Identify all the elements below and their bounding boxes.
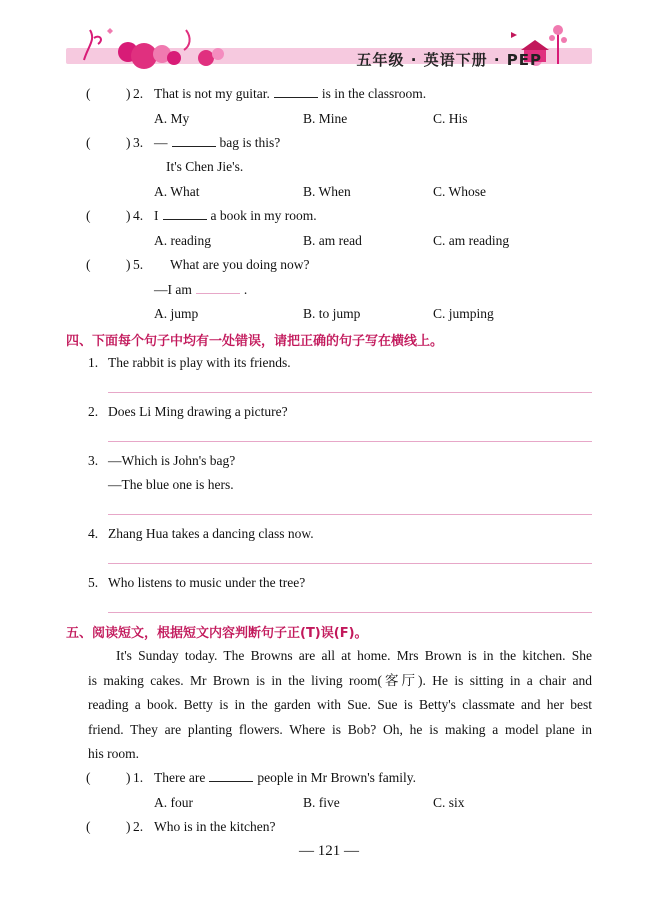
item-number: 3. xyxy=(88,453,99,468)
item-text: Who listens to music under the tree? xyxy=(108,575,306,590)
question-text xyxy=(154,769,416,787)
question-text: Who is in the kitchen? xyxy=(154,819,276,834)
reading-passage xyxy=(88,644,592,767)
item-number: 1. xyxy=(88,355,99,370)
answer-blank[interactable] xyxy=(172,134,216,147)
answer-paren-close: ) xyxy=(126,135,131,150)
answer-paren-open: ( xyxy=(86,208,91,223)
question-text xyxy=(154,207,317,225)
option-c: C. Whose xyxy=(433,184,486,199)
question-number: 2. xyxy=(133,819,144,834)
question-text-part1: That is not my guitar. xyxy=(154,86,270,101)
question-text-part1: I xyxy=(154,208,159,223)
reply-prefix: —I am xyxy=(154,282,192,297)
item-number: 5. xyxy=(88,575,99,590)
passage-line: reading a book. Betty is in the garden with Sue. Sue is Betty's classmate and her best xyxy=(88,697,592,712)
section5-heading: 五、阅读短文，根据短文内容判断句子正(T)误(F)。 xyxy=(66,626,368,641)
item-text: The rabbit is play with its friends. xyxy=(108,355,291,370)
question-text-part1: There are xyxy=(154,770,206,785)
option-b: B. five xyxy=(303,795,340,810)
passage-line: his room. xyxy=(88,746,140,761)
passage-line: is making cakes. Mr Brown is in the living room(客厅). He is sitting in a chair and xyxy=(88,672,592,688)
answer-line[interactable] xyxy=(108,441,592,442)
answer-blank[interactable] xyxy=(274,85,318,98)
option-c: C. six xyxy=(433,795,465,810)
question-text-part1: — xyxy=(154,135,168,150)
answer-line[interactable] xyxy=(108,563,592,564)
question-number: 3. xyxy=(133,135,144,150)
option-b: B. to jump xyxy=(303,306,361,321)
answer-line[interactable] xyxy=(108,612,592,613)
answer-paren-open: ( xyxy=(86,135,91,150)
passage-line: It's Sunday today. The Browns are all at home. Mrs Brown is in the kitchen. She xyxy=(116,648,592,663)
answer-line[interactable] xyxy=(108,514,592,515)
option-a: A. What xyxy=(154,184,200,199)
option-a: A. reading xyxy=(154,233,211,248)
answer-line[interactable] xyxy=(108,392,592,393)
header-title: 五年级 · 英语下册 · PEP xyxy=(356,51,542,69)
answer-blank[interactable] xyxy=(196,281,240,294)
item-text: Zhang Hua takes a dancing class now. xyxy=(108,526,314,541)
section4-heading: 四、下面每个句子中均有一处错误，请把正确的句子写在横线上。 xyxy=(66,334,444,349)
question-text: What are you doing now? xyxy=(170,257,310,272)
page-number: — 121 — xyxy=(299,843,359,859)
option-b: B. am read xyxy=(303,233,362,248)
answer-paren-close: ) xyxy=(126,770,131,785)
item-number: 2. xyxy=(88,404,99,419)
option-a: A. jump xyxy=(154,306,199,321)
question-text-part2: a book in my room. xyxy=(210,208,317,223)
answer-paren-open: ( xyxy=(86,819,91,834)
reply-text: It's Chen Jie's. xyxy=(166,159,244,174)
option-a: A. My xyxy=(154,111,190,126)
option-a: A. four xyxy=(154,795,193,810)
question-number: 1. xyxy=(133,770,144,785)
question-text xyxy=(154,85,426,103)
answer-paren-close: ) xyxy=(126,86,131,101)
answer-paren-close: ) xyxy=(126,257,131,272)
question-text-part2: bag is this? xyxy=(219,135,281,150)
answer-paren-close: ) xyxy=(126,819,131,834)
answer-blank[interactable] xyxy=(163,207,207,220)
reply-suffix: . xyxy=(243,282,248,297)
reply-text xyxy=(154,281,247,299)
item-text: —Which is John's bag? xyxy=(108,453,236,468)
answer-paren-open: ( xyxy=(86,86,91,101)
answer-paren-open: ( xyxy=(86,257,91,272)
question-number: 2. xyxy=(133,86,144,101)
option-c: C. am reading xyxy=(433,233,510,248)
question-text-part2: people in Mr Brown's family. xyxy=(257,770,417,785)
question-number: 5. xyxy=(133,257,144,272)
item-text: Does Li Ming drawing a picture? xyxy=(108,404,288,419)
option-b: B. When xyxy=(303,184,351,199)
option-b: B. Mine xyxy=(303,111,348,126)
option-c: C. His xyxy=(433,111,468,126)
passage-line: friend. They are planting flowers. Where is Bob? Oh, he is making a model plane in xyxy=(88,721,592,737)
answer-blank[interactable] xyxy=(209,769,253,782)
answer-paren-open: ( xyxy=(86,770,91,785)
item-number: 4. xyxy=(88,526,99,541)
answer-paren-close: ) xyxy=(126,208,131,223)
question-number: 4. xyxy=(133,208,144,223)
option-c: C. jumping xyxy=(433,306,494,321)
question-text xyxy=(154,134,280,152)
question-text-part2: is in the classroom. xyxy=(321,86,427,101)
item-text-second: —The blue one is hers. xyxy=(108,477,234,492)
